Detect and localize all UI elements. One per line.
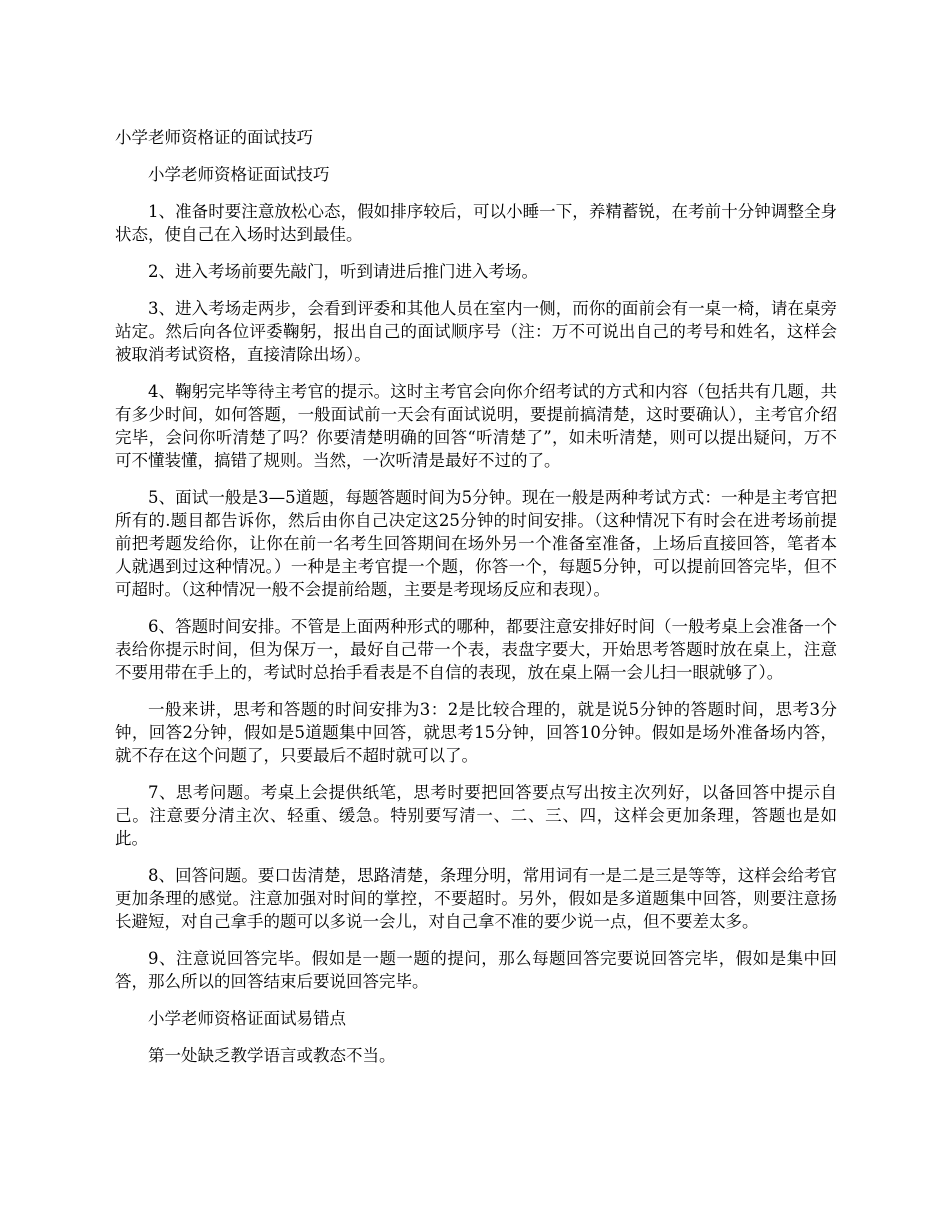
document-title: 小学老师资格证的面试技巧: [115, 128, 313, 147]
section-heading-mistakes: 小学老师资格证面试易错点: [148, 1009, 346, 1028]
paragraph-tip-5: 5、面试一般是3—5道题，每题答题时间为5分钟。现在一般是两种考试方式：一种是主考官把所有的.题目都告诉你，然后由你自己决定这25分钟的时间安排。（这种情况下有时会在进考场前提前把考题发给你，让你在前一名考生回答期间在场外另一个准备室准备，上场后直接回答，笔者本人就遇到过这种情况。）一种是主考官提一个题，你答一个，每题5分钟，可以提前回答完毕，但不可超时。（这种情况一般不会提前给题，主要是考现场反应和表现）。: [115, 488, 837, 599]
document-page: [115, 126, 837, 1081]
paragraph-tip-1: 1、准备时要注意放松心态，假如排序较后，可以小睡一下，养精蓄锐，在考前十分钟调整全身状态，使自己在入场时达到最佳。: [115, 202, 837, 244]
paragraph-tip-7: 7、思考问题。考桌上会提供纸笔，思考时要把回答要点写出按主次列好，以备回答中提示自己。注意要分清主次、轻重、缓急。特别要写清一、二、三、四，这样会更加条理，答题也是如此。: [115, 783, 837, 848]
paragraph-tip-8: 8、回答问题。要口齿清楚，思路清楚，条理分明，常用词有一是二是三是等等，这样会给考官更加条理的感觉。注意加强对时间的掌控，不要超时。另外，假如是多道题集中回答，则要注意扬长避短，对自己拿手的题可以多说一会儿，对自己拿不准的要少说一点，但不要差太多。: [115, 866, 837, 931]
paragraph-tip-2: 2、进入考场前要先敲门，听到请进后推门进入考场。: [148, 262, 538, 281]
paragraph-mistake-1: 第一处缺乏教学语言或教态不当。: [148, 1046, 396, 1065]
paragraph-time-ratio: 一般来讲，思考和答题的时间安排为3：2是比较合理的，就是说5分钟的答题时间，思考3分钟，回答2分钟，假如是5道题集中回答，就思考15分钟，回答10分钟。假如是场外准备场内答，就不存在这个问题了，只要最后不超时就可以了。: [115, 700, 837, 765]
paragraph-tip-4: 4、鞠躬完毕等待主考官的提示。这时主考官会向你介绍考试的方式和内容（包括共有几题，共有多少时间，如何答题，一般面试前一天会有面试说明，要提前搞清楚，这时要确认），主考官介绍完毕，会问你听清楚了吗？你要清楚明确的回答“听清楚了”，如未听清楚，则可以提出疑问，万不可不懂装懂，搞错了规则。当然，一次听清是最好不过的了。: [115, 382, 837, 470]
subtitle-paragraph: 小学老师资格证面试技巧: [148, 165, 330, 184]
paragraph-tip-9: 9、注意说回答完毕。假如是一题一题的提问，那么每题回答完要说回答完毕，假如是集中回答，那么所以的回答结束后要说回答完毕。: [115, 949, 837, 991]
paragraph-tip-3: 3、进入考场走两步，会看到评委和其他人员在室内一侧，而你的面前会有一桌一椅，请在桌旁站定。然后向各位评委鞠躬，报出自己的面试顺序号（注：万不可说出自己的考号和姓名，这样会被取消考试资格，直接清除出场）。: [115, 299, 837, 364]
paragraph-tip-6: 6、答题时间安排。不管是上面两种形式的哪种，都要注意安排好时间（一般考桌上会准备一个表给你提示时间，但为保万一，最好自己带一个表，表盘字要大，开始思考答题时放在桌上，注意不要用带在手上的，考试时总抬手看表是不自信的表现，放在桌上隔一会儿扫一眼就够了）。: [115, 617, 837, 682]
